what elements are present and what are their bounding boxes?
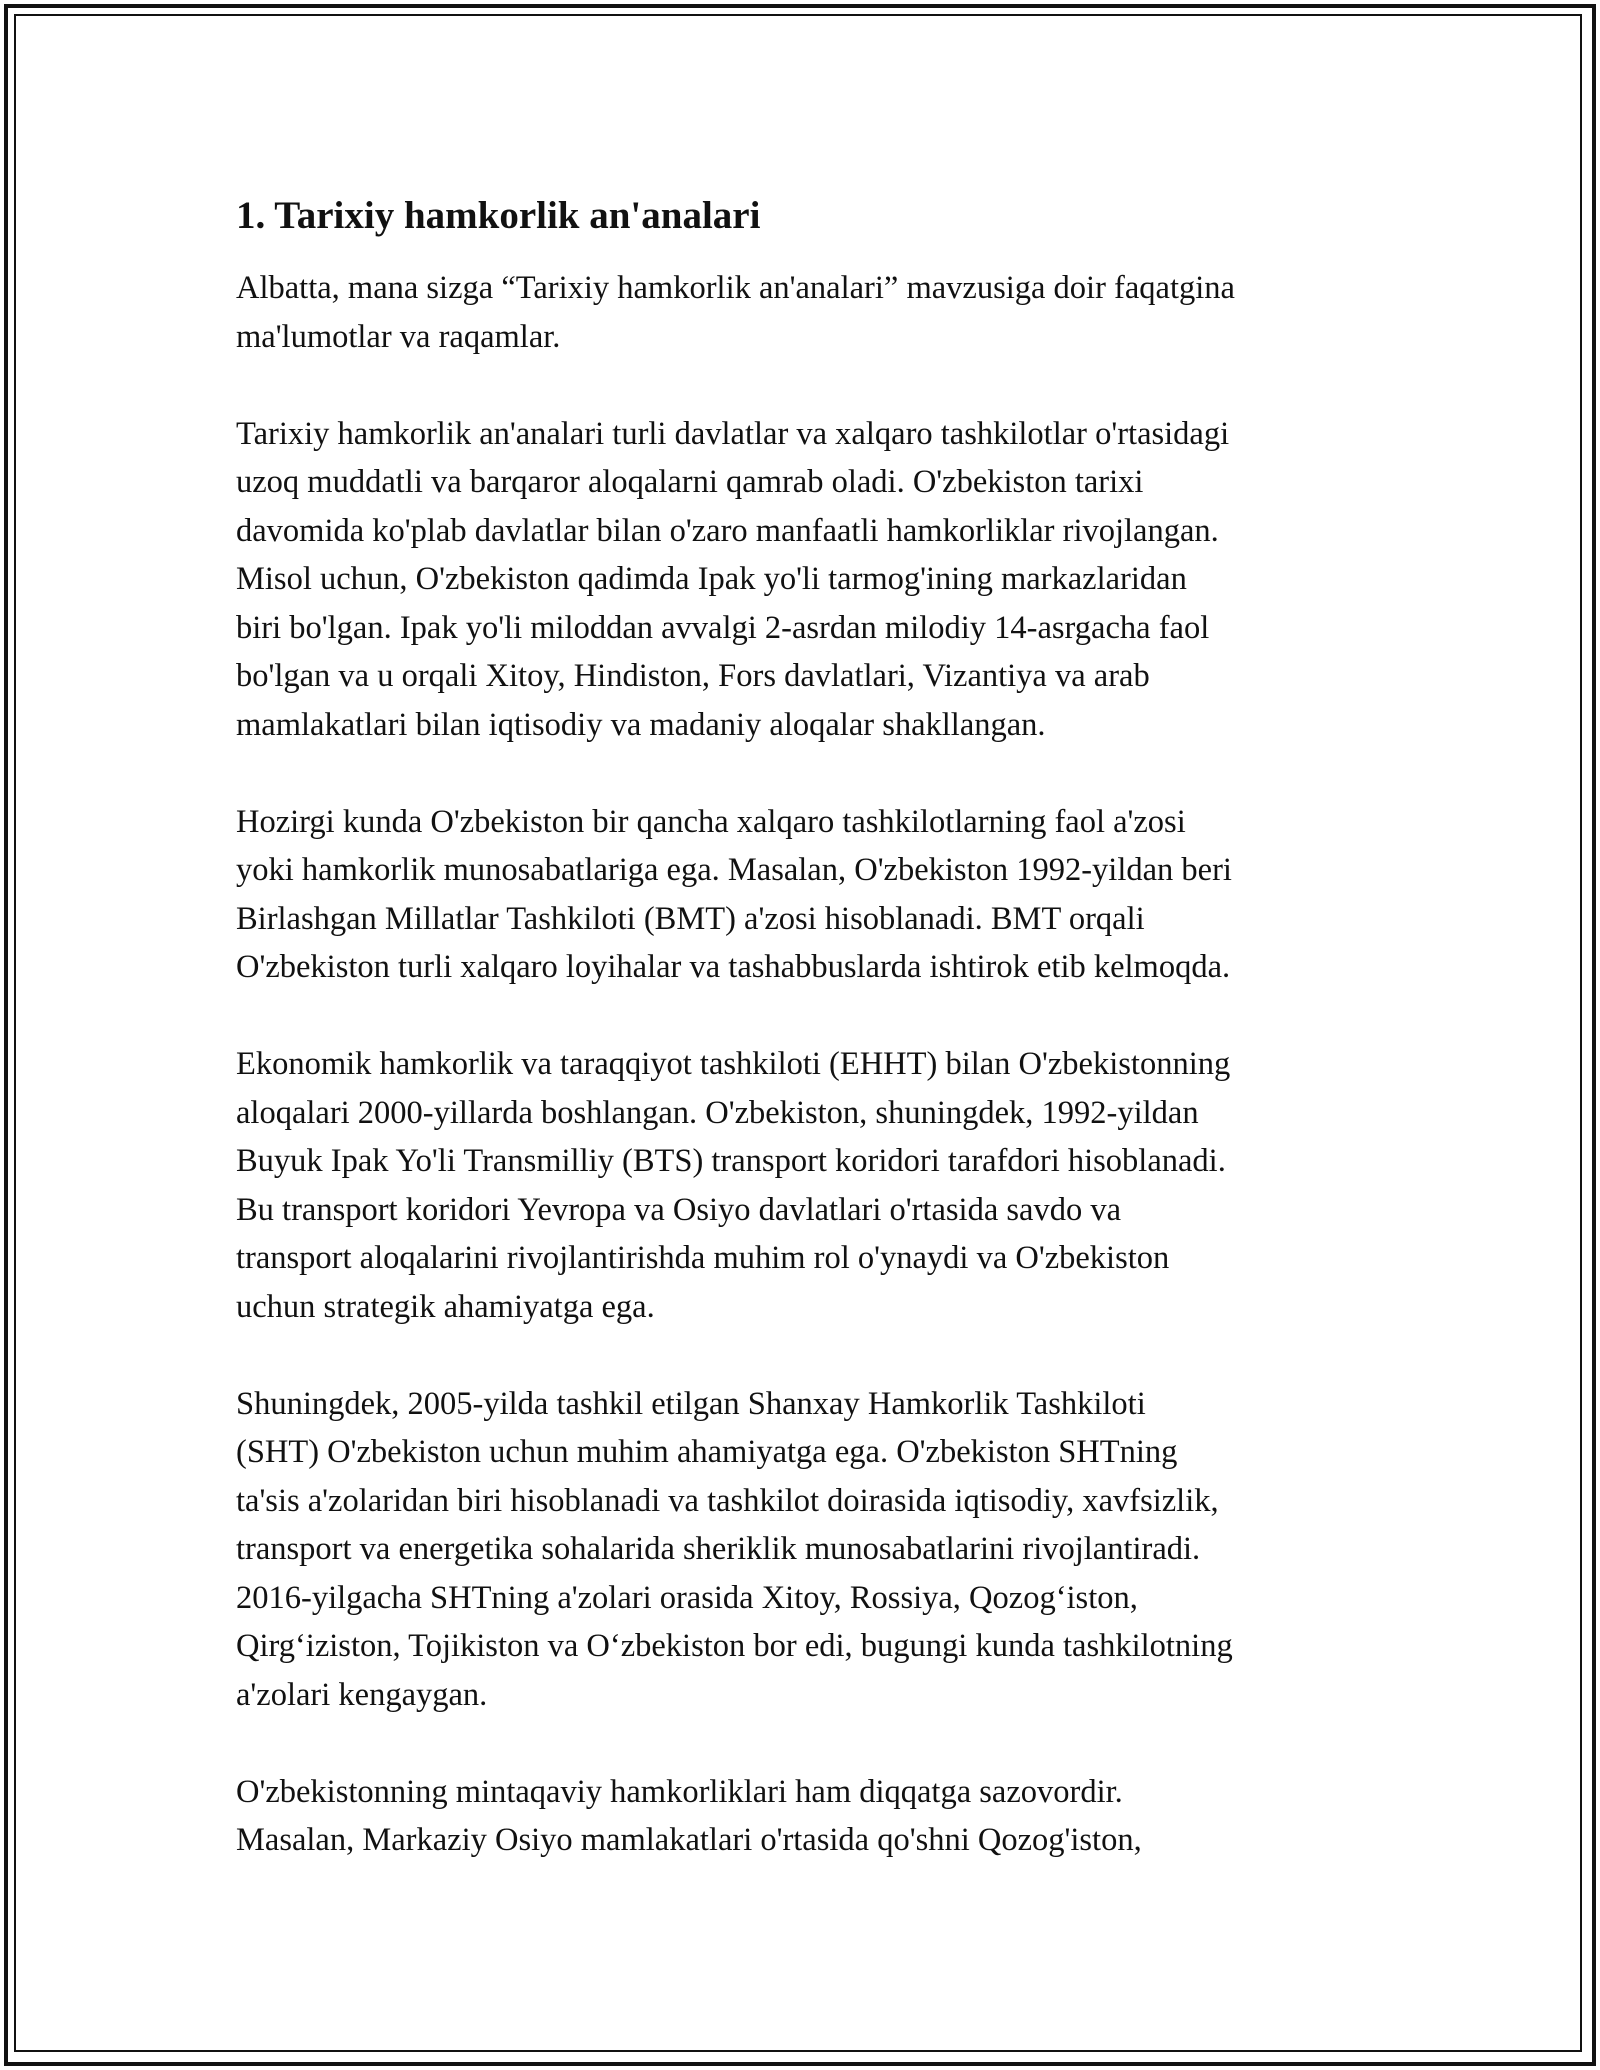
- paragraph-un: [236, 798, 1396, 992]
- text-line: O'zbekiston turli xalqaro loyihalar va tashabbuslarda ishtirok etib kelmoqda.: [236, 949, 1231, 985]
- text-line: bo'lgan va u orqali Xitoy, Hindiston, Fors davlatlari, Vizantiya va arab: [236, 658, 1150, 694]
- text-line: ma'lumotlar va raqamlar.: [236, 318, 561, 355]
- text-line: 2016-yilgacha SHTning a'zolari orasida Xitoy, Rossiya, Qozog‘iston,: [236, 1579, 1138, 1616]
- text-line: Hozirgi kunda O'zbekiston bir qancha xalqaro tashkilotlarning faol a'zosi: [236, 803, 1186, 840]
- text-line: Albatta, mana sizga “Tarixiy hamkorlik an'analari” mavzusiga doir faqatgina: [236, 270, 1235, 306]
- text-line: O'zbekistonning mintaqaviy hamkorliklari ham diqqatga sazovordir.: [236, 1773, 1123, 1810]
- paragraph-sht: [236, 1380, 1396, 1720]
- text-line: davomida ko'plab davlatlar bilan o'zaro manfaatli hamkorliklar rivojlangan.: [236, 512, 1219, 549]
- text-line: Buyuk Ipak Yo'li Transmilliy (BTS) transport koridori tarafdori hisoblanadi.: [236, 1143, 1226, 1179]
- section-heading: 1. Tarixiy hamkorlik an'analari: [236, 194, 761, 237]
- text-line: yoki hamkorlik munosabatlariga ega. Masalan, O'zbekiston 1992-yildan beri: [236, 852, 1232, 888]
- text-line: uchun strategik ahamiyatga ega.: [236, 1288, 655, 1325]
- paragraph-regional: [236, 1768, 1396, 1865]
- text-line: Birlashgan Millatlar Tashkiloti (BMT) a'zosi hisoblanadi. BMT orqali: [236, 900, 1145, 937]
- paragraph-silk-road: [236, 410, 1396, 750]
- text-line: Ekonomik hamkorlik va taraqqiyot tashkiloti (EHHT) bilan O'zbekistonning: [236, 1046, 1231, 1082]
- text-line: biri bo'lgan. Ipak yo'li miloddan avvalgi 2-asrdan milodiy 14-asrgacha faol: [236, 609, 1210, 646]
- text-line: (SHT) O'zbekiston uchun muhim ahamiyatga ega. O'zbekiston SHTning: [236, 1434, 1178, 1470]
- text-line: transport va energetika sohalarida sheriklik munosabatlarini rivojlantiradi.: [236, 1531, 1201, 1567]
- document-body: [236, 188, 1396, 1913]
- text-line: uzoq muddatli va barqaror aloqalarni qamrab oladi. O'zbekiston tarixi: [236, 464, 1144, 500]
- text-line: transport aloqalarini rivojlantirishda muhim rol o'ynaydi va O'zbekiston: [236, 1240, 1170, 1276]
- text-line: mamlakatlari bilan iqtisodiy va madaniy aloqalar shakllangan.: [236, 706, 1046, 743]
- paragraph-ehht: [236, 1040, 1396, 1331]
- text-line: Shuningdek, 2005-yilda tashkil etilgan Shanxay Hamkorlik Tashkiloti: [236, 1385, 1146, 1422]
- text-line: a'zolari kengaygan.: [236, 1676, 488, 1713]
- text-line: Qirg‘iziston, Tojikiston va O‘zbekiston bor edi, bugungi kunda tashkilotning: [236, 1628, 1233, 1664]
- text-line: Masalan, Markaziy Osiyo mamlakatlari o'rtasida qo'shni Qozog'iston,: [236, 1822, 1142, 1858]
- text-line: Tarixiy hamkorlik an'analari turli davlatlar va xalqaro tashkilotlar o'rtasidagi: [236, 415, 1230, 452]
- text-line: ta'sis a'zolaridan biri hisoblanadi va tashkilot doirasida iqtisodiy, xavfsizlik,: [236, 1482, 1219, 1519]
- text-line: Misol uchun, O'zbekiston qadimda Ipak yo'li tarmog'ining markazlaridan: [236, 561, 1187, 597]
- text-line: Bu transport koridori Yevropa va Osiyo davlatlari o'rtasida savdo va: [236, 1191, 1121, 1228]
- text-line: aloqalari 2000-yillarda boshlangan. O'zbekiston, shuningdek, 1992-yildan: [236, 1094, 1199, 1131]
- paragraph-intro: [236, 264, 1396, 361]
